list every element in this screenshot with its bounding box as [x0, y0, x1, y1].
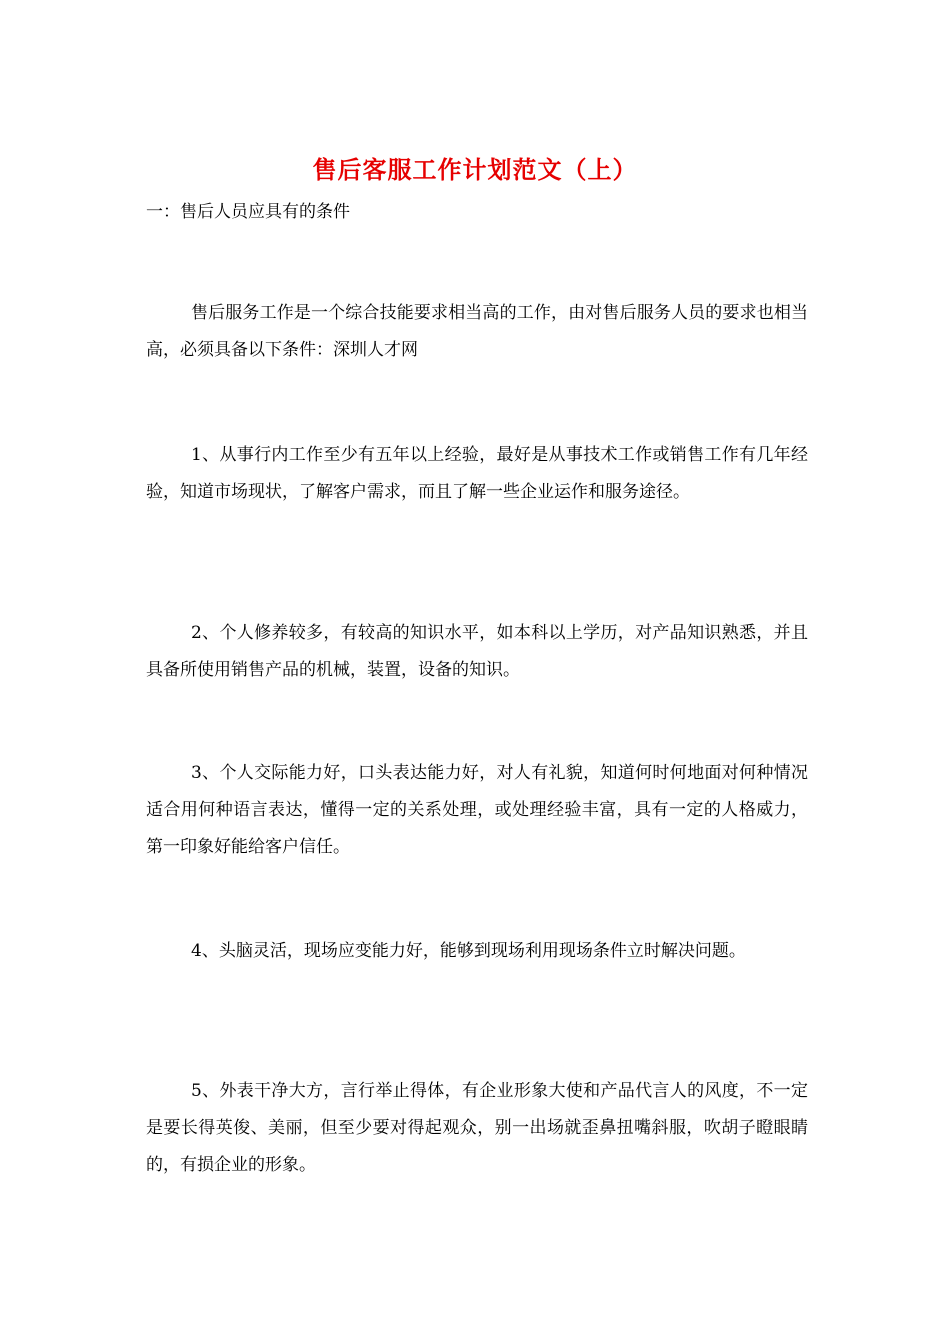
- paragraph-item-1: 1、从事行内工作至少有五年以上经验，最好是从事技术工作或销售工作有几年经验，知道市场现状，了解客户需求，而且了解一些企业运作和服务途径。: [146, 445, 808, 502]
- paragraph-item-4: 4、头脑灵活，现场应变能力好，能够到现场利用现场条件立时解决问题。: [191, 941, 746, 961]
- paragraph-intro: 售后服务工作是一个综合技能要求相当高的工作，由对售后服务人员的要求也相当高，必须具备以下条件：深圳人才网: [146, 303, 808, 360]
- paragraph-item-2: 2、个人修养较多，有较高的知识水平，如本科以上学历，对产品知识熟悉，并且具备所使用销售产品的机械，装置，设备的知识。: [146, 623, 808, 680]
- paragraph-item-3: 3、个人交际能力好，口头表达能力好，对人有礼貌，知道何时何地面对何种情况适合用何种语言表达，懂得一定的关系处理，或处理经验丰富，具有一定的人格威力，第一印象好能给客户信任。: [146, 763, 808, 857]
- document-title: 售后客服工作计划范文（上）: [312, 155, 638, 184]
- section-heading: 一：售后人员应具有的条件: [146, 202, 350, 222]
- paragraph-item-5: 5、外表干净大方，言行举止得体，有企业形象大使和产品代言人的风度，不一定是要长得英俊、美丽，但至少要对得起观众，别一出场就歪鼻扭嘴斜服，吹胡子瞪眼睛的，有损企业的形象。: [146, 1081, 808, 1175]
